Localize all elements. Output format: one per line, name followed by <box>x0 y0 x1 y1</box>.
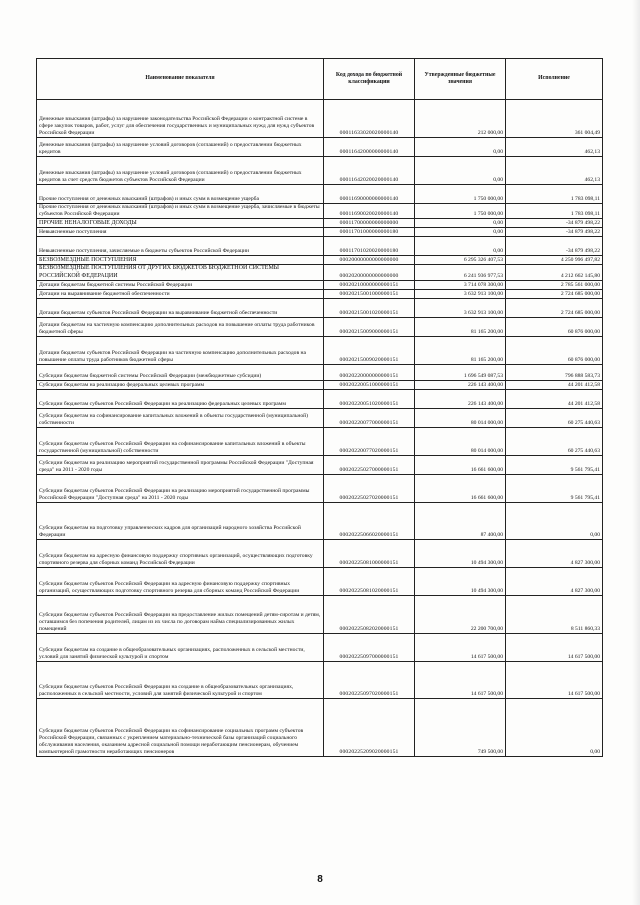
row-name: Субсидии бюджетам субъектов Российской Федерации на адресную финансовую поддержку спортивных организаций, осуществляющих подготовку спортивного резерва для сборных команд Российской Федерации <box>37 568 324 596</box>
table-row <box>37 281 603 290</box>
row-approved: 16 661 600,00 <box>415 456 506 475</box>
table-row <box>37 503 603 540</box>
table-row <box>37 596 603 634</box>
row-code: 00020225209020000151 <box>324 699 415 757</box>
row-name: Дотации на выравнивание бюджетной обеспеченности <box>37 290 324 299</box>
row-code: 00011700000000000000 <box>324 219 415 228</box>
row-code: 00020225082020000151 <box>324 596 415 634</box>
table-row <box>37 540 603 568</box>
row-code: 00020215009000000151 <box>324 318 415 337</box>
table-row <box>37 365 603 381</box>
row-approved: 87 400,00 <box>415 503 506 540</box>
row-code: 00020225081000000151 <box>324 540 415 568</box>
row-name: БЕЗВОЗМЕЗДНЫЕ ПОСТУПЛЕНИЯ ОТ ДРУГИХ БЮДЖЕТОВ БЮДЖЕТНОЙ СИСТЕМЫ РОССИЙСКОЙ ФЕДЕРАЦИИ <box>37 265 324 281</box>
row-executed: 4 250 996 497,82 <box>506 256 603 265</box>
row-executed: 2 724 685 000,00 <box>506 290 603 299</box>
row-executed: 1 783 098,11 <box>506 204 603 219</box>
row-executed: 60 275 440,63 <box>506 428 603 456</box>
row-name: Невыясненные поступления <box>37 228 324 237</box>
row-name: Субсидии бюджетам бюджетной системы Российской Федерации (межбюджетные субсидии) <box>37 365 324 381</box>
row-executed: 2 724 685 000,00 <box>506 299 603 318</box>
row-name: Дотации бюджетам субъектов Российской Федерации на выравнивание бюджетной обеспеченности <box>37 299 324 318</box>
table-row <box>37 475 603 503</box>
row-name: Денежные взыскания (штрафы) за нарушение законодательства Российской Федерации о контрактной системе в сфере закупок товаров, работ, услуг для обеспечения государственных и муниципальных нужд для нужд субъектов Российской Федерации <box>37 100 324 138</box>
row-approved: 14 617 500,00 <box>415 634 506 662</box>
row-name: Субсидии бюджетам субъектов Российской Федерации на софинансирование социальных программ субъектов Российской Федерации, связанных с укреплением материально-технической базы организаций социального обслуживания населения, оказанием адресной социальной помощи неработающим пенсионерам, обучением компьютерной грамотности неработающих пенсионеров <box>37 699 324 757</box>
table-header-row <box>37 59 603 100</box>
row-executed: 462,13 <box>506 157 603 185</box>
row-name: Субсидии бюджетам на реализацию федеральных целевых программ <box>37 381 324 390</box>
header-executed: Исполнение <box>506 59 603 100</box>
header-name: Наименование показателя <box>37 59 324 100</box>
row-name: Субсидии бюджетам на софинансирование капитальных вложений в объекты государственной (муниципальной) собственности <box>37 409 324 428</box>
row-approved: 3 714 078 300,00 <box>415 281 506 290</box>
table-row <box>37 157 603 185</box>
row-name: Субсидии бюджетам на подготовку управленческих кадров для организаций народного хозяйства Российской Федерации <box>37 503 324 540</box>
table-row <box>37 456 603 475</box>
row-approved: 226 143 400,00 <box>415 381 506 390</box>
table-row <box>37 138 603 157</box>
row-executed: 2 785 561 000,00 <box>506 281 603 290</box>
row-code: 00020215009020000151 <box>324 337 415 365</box>
row-executed: 60 876 000,00 <box>506 337 603 365</box>
row-approved: 1 750 000,00 <box>415 204 506 219</box>
row-code: 00020210000000000151 <box>324 281 415 290</box>
row-code: 00020225097020000151 <box>324 662 415 699</box>
row-executed: -34 879 498,22 <box>506 237 603 256</box>
row-executed: 14 617 500,00 <box>506 662 603 699</box>
row-code: 00020215001020000151 <box>324 299 415 318</box>
row-approved: 10 494 300,00 <box>415 540 506 568</box>
row-executed: -34 879 498,22 <box>506 219 603 228</box>
header-approved: Утвержденные бюджетные значения <box>415 59 506 100</box>
row-code: 00011701000000000180 <box>324 228 415 237</box>
row-name: Субсидии бюджетам на реализацию мероприятий государственной программы Российской Федерации "Доступная среда" на 2011 - 2020 годы <box>37 456 324 475</box>
row-approved: 22 200 700,00 <box>415 596 506 634</box>
row-approved: 0,00 <box>415 138 506 157</box>
table-body <box>37 100 603 757</box>
row-approved: 3 632 913 100,00 <box>415 299 506 318</box>
row-executed: 4 827 300,00 <box>506 540 603 568</box>
row-name: Субсидии бюджетам на адресную финансовую поддержку спортивных организаций, осуществляющих подготовку спортивного резерва для сборных команд Российской Федерации <box>37 540 324 568</box>
row-name: Прочие поступления от денежных взысканий (штрафов) и иных сумм в возмещение ущерба, зачисляемые в бюджеты субъектов Российской Федерации <box>37 204 324 219</box>
row-code: 00020200000000000000 <box>324 265 415 281</box>
budget-revenue-table <box>36 58 603 757</box>
row-name: Дотации бюджетам субъектов Российской Федерации на частичную компенсацию дополнительных расходов на повышение оплаты труда работников бюджетной сферы <box>37 337 324 365</box>
table-row <box>37 337 603 365</box>
row-code: 00020225081020000151 <box>324 568 415 596</box>
row-approved: 0,00 <box>415 219 506 228</box>
row-code: 00011701020020000180 <box>324 237 415 256</box>
row-name: Дотации бюджетам бюджетной системы Российской Федерации <box>37 281 324 290</box>
row-executed: 60 275 440,63 <box>506 409 603 428</box>
row-code: 00020225097000000151 <box>324 634 415 662</box>
row-approved: 14 617 500,00 <box>415 662 506 699</box>
row-name: Денежные взыскания (штрафы) за нарушение условий договоров (соглашений) о предоставлении бюджетных кредитов <box>37 138 324 157</box>
row-executed: 60 876 000,00 <box>506 318 603 337</box>
row-approved: 3 632 913 100,00 <box>415 290 506 299</box>
row-name: Субсидии бюджетам субъектов Российской Федерации на предоставление жилых помещений детям-сиротам и детям, оставшимся без попечения родителей, лицам из их числа по договорам найма специализированных жилых помещений <box>37 596 324 634</box>
row-executed: 462,13 <box>506 138 603 157</box>
row-executed: 9 561 795,41 <box>506 456 603 475</box>
row-approved: 226 143 400,00 <box>415 390 506 409</box>
row-name: Субсидии бюджетам субъектов Российской Федерации на создание в общеобразовательных организациях, расположенных в сельской местности, условий для занятий физической культурой и спортом <box>37 662 324 699</box>
row-code: 00020225027000000151 <box>324 456 415 475</box>
row-approved: 212 000,00 <box>415 100 506 138</box>
table-row <box>37 219 603 228</box>
table-row <box>37 299 603 318</box>
row-name: Субсидии бюджетам субъектов Российской Федерации на софинансирование капитальных вложений в объекты государственной (муниципальной) собственности <box>37 428 324 456</box>
row-executed: -34 879 498,22 <box>506 228 603 237</box>
row-executed: 4 827 300,00 <box>506 568 603 596</box>
table-row <box>37 265 603 281</box>
row-approved: 6 241 936 977,53 <box>415 265 506 281</box>
row-code: 00011690000000000140 <box>324 185 415 204</box>
row-code: 00011633020020000140 <box>324 100 415 138</box>
row-code: 00011642020020000140 <box>324 157 415 185</box>
row-name: Субсидии бюджетам субъектов Российской Федерации на реализацию федеральных целевых программ <box>37 390 324 409</box>
table-row <box>37 409 603 428</box>
row-approved: 10 494 300,00 <box>415 568 506 596</box>
table-row <box>37 185 603 204</box>
row-executed: 796 888 583,73 <box>506 365 603 381</box>
row-name: ПРОЧИЕ НЕНАЛОГОВЫЕ ДОХОДЫ <box>37 219 324 228</box>
row-name: Денежные взыскания (штрафы) за нарушение условий договоров (соглашений) о предоставлении бюджетных кредитов за счет средств бюджетов субъектов Российской Федерации <box>37 157 324 185</box>
row-name: Субсидии бюджетам субъектов Российской Федерации на реализацию мероприятий государственной программы Российской Федерации "Доступная среда" на 2011 - 2020 годы <box>37 475 324 503</box>
row-executed: 9 561 795,41 <box>506 475 603 503</box>
row-executed: 44 201 412,58 <box>506 381 603 390</box>
row-approved: 80 014 000,00 <box>415 428 506 456</box>
table-row <box>37 100 603 138</box>
row-approved: 0,00 <box>415 237 506 256</box>
table-row <box>37 237 603 256</box>
row-approved: 16 661 600,00 <box>415 475 506 503</box>
row-name: Дотации бюджетам на частичную компенсацию дополнительных расходов на повышение оплаты труда работников бюджетной сферы <box>37 318 324 337</box>
table-row <box>37 256 603 265</box>
table-row <box>37 290 603 299</box>
table-row <box>37 634 603 662</box>
row-executed: 4 212 662 145,80 <box>506 265 603 281</box>
row-approved: 80 014 000,00 <box>415 409 506 428</box>
table-row <box>37 428 603 456</box>
row-executed: 0,00 <box>506 503 603 540</box>
page-number: 8 <box>317 874 323 885</box>
row-name: Прочие поступления от денежных взысканий (штрафов) и иных сумм в возмещение ущерба <box>37 185 324 204</box>
page-edge-shadow <box>632 0 640 905</box>
row-code: 00020220051000000151 <box>324 381 415 390</box>
row-code: 00020220077000000151 <box>324 409 415 428</box>
row-code: 00020225066020000151 <box>324 503 415 540</box>
row-code: 00020220000000000151 <box>324 365 415 381</box>
table-row <box>37 568 603 596</box>
row-executed: 0,00 <box>506 699 603 757</box>
row-executed: 1 783 098,11 <box>506 185 603 204</box>
row-approved: 0,00 <box>415 228 506 237</box>
row-executed: 361 004,49 <box>506 100 603 138</box>
table-row <box>37 662 603 699</box>
table-row <box>37 228 603 237</box>
table-row <box>37 318 603 337</box>
row-code: 00020220051020000151 <box>324 390 415 409</box>
row-name: БЕЗВОЗМЕЗДНЫЕ ПОСТУПЛЕНИЯ <box>37 256 324 265</box>
row-code: 00020000000000000000 <box>324 256 415 265</box>
row-code: 00020225027020000151 <box>324 475 415 503</box>
row-code: 00020220077020000151 <box>324 428 415 456</box>
row-code: 00011690020020000140 <box>324 204 415 219</box>
row-code: 00011642000000000140 <box>324 138 415 157</box>
table-row <box>37 390 603 409</box>
row-name: Субсидии бюджетам на создание в общеобразовательных организациях, расположенных в сельской местности, условий для занятий физической культурой и спортом <box>37 634 324 662</box>
row-approved: 1 696 549 087,53 <box>415 365 506 381</box>
row-approved: 1 750 000,00 <box>415 185 506 204</box>
row-executed: 14 617 500,00 <box>506 634 603 662</box>
row-executed: 8 511 860,33 <box>506 596 603 634</box>
row-approved: 81 165 200,00 <box>415 318 506 337</box>
table-row <box>37 381 603 390</box>
row-approved: 6 295 326 407,53 <box>415 256 506 265</box>
table-row <box>37 204 603 219</box>
row-code: 00020215001000000151 <box>324 290 415 299</box>
row-executed: 44 201 412,58 <box>506 390 603 409</box>
row-approved: 0,00 <box>415 157 506 185</box>
row-approved: 749 500,00 <box>415 699 506 757</box>
header-code: Код дохода по бюджетной классификации <box>324 59 415 100</box>
table-row <box>37 699 603 757</box>
row-name: Невыясненные поступления, зачисляемые в бюджеты субъектов Российской Федерации <box>37 237 324 256</box>
row-approved: 81 165 200,00 <box>415 337 506 365</box>
